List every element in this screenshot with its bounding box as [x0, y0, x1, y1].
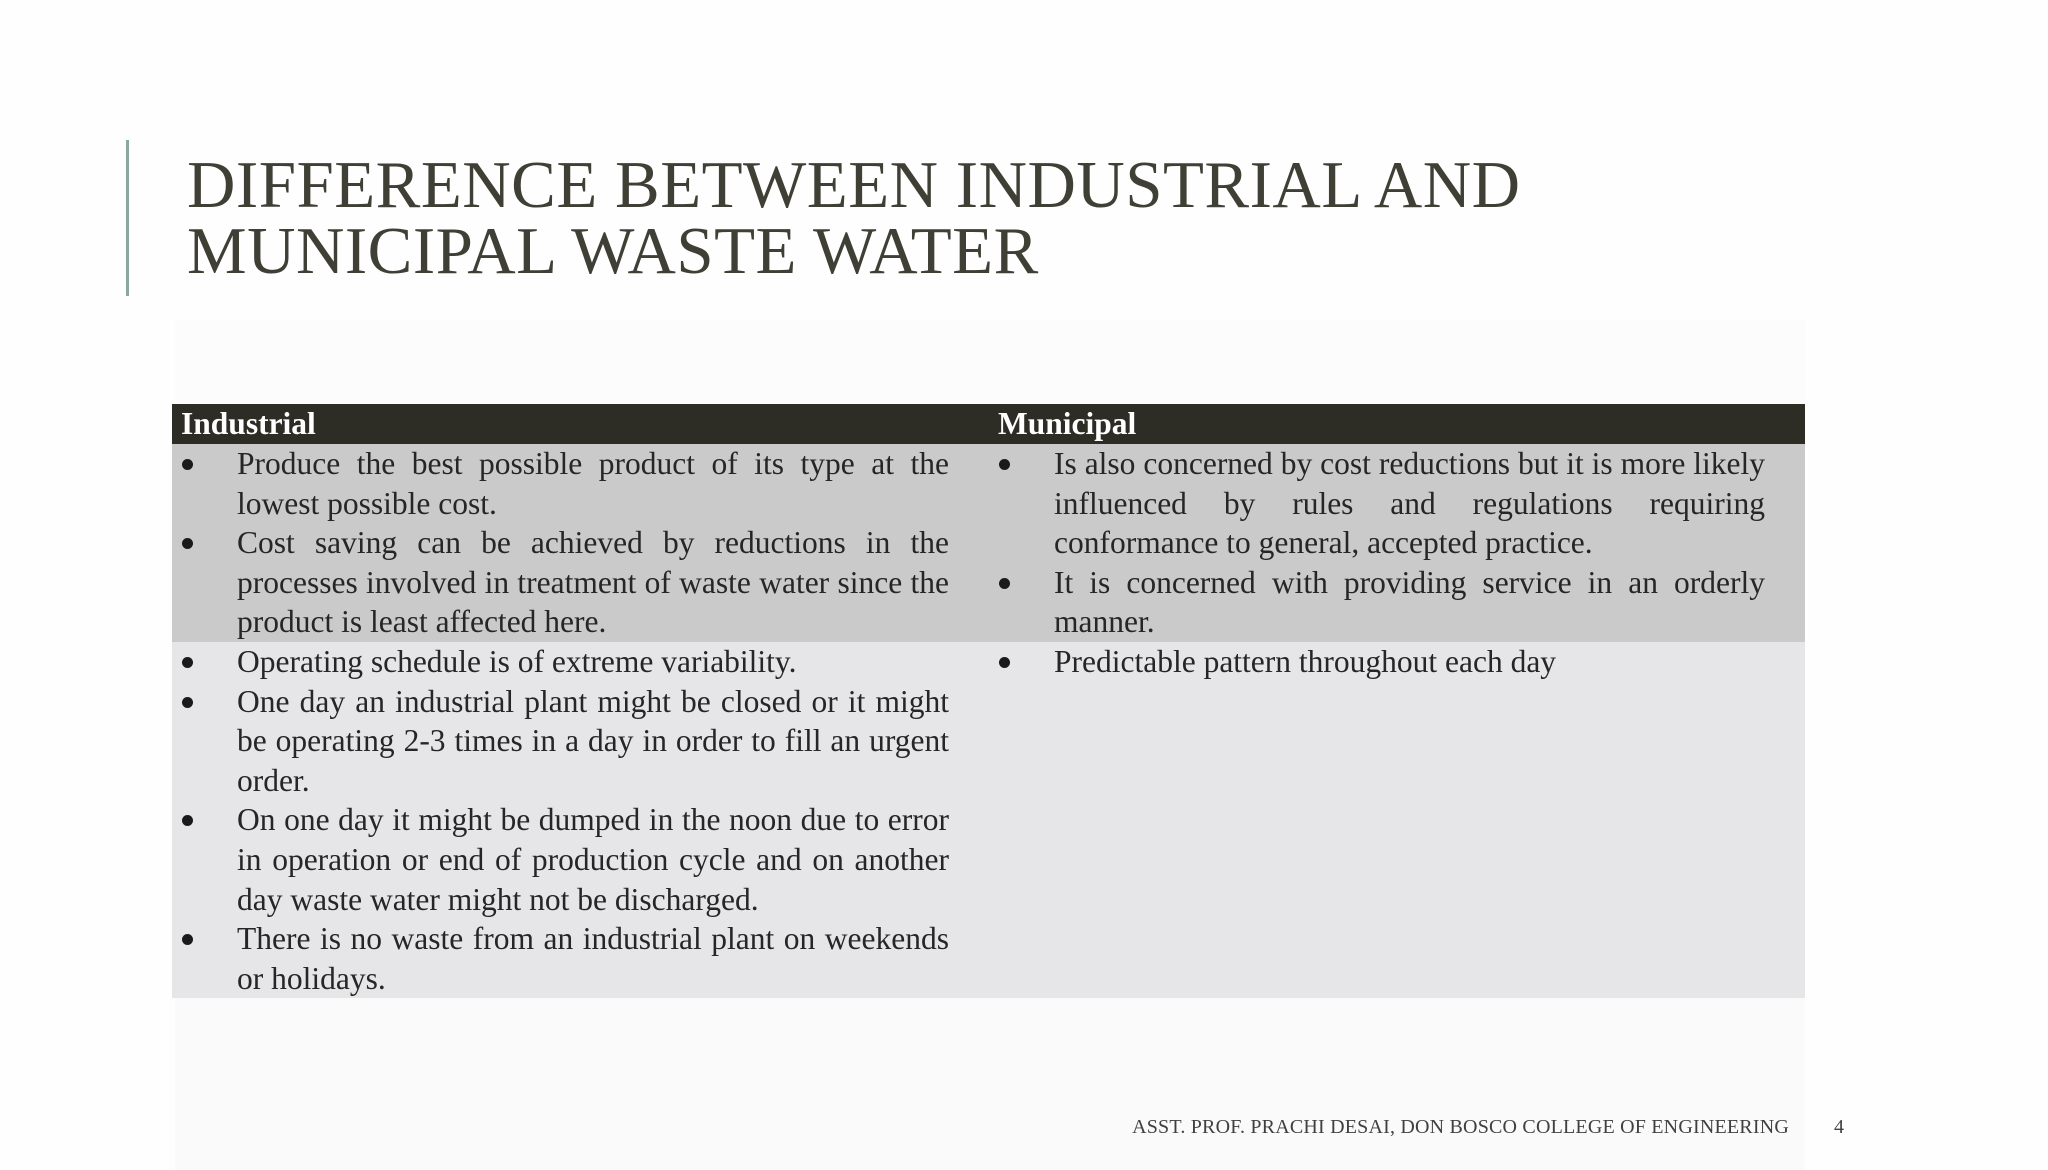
bullet-dot-icon	[182, 934, 193, 945]
header-industrial: Industrial	[172, 404, 989, 444]
industrial-bullet-list	[172, 642, 989, 998]
bullet-item	[172, 800, 949, 919]
municipal-cell	[989, 642, 1805, 998]
bullet-item	[989, 642, 1765, 682]
page-number: 4	[1834, 1116, 1844, 1138]
table-row	[172, 444, 1805, 642]
bullet-dot-icon	[182, 538, 193, 549]
bullet-dot-icon	[182, 657, 193, 668]
footer-credit: ASST. PROF. PRACHI DESAI, DON BOSCO COLLEGE OF ENGINEERING	[1132, 1116, 1789, 1138]
bullet-item	[172, 444, 949, 523]
bullet-dot-icon	[182, 459, 193, 470]
industrial-bullet-list	[172, 444, 989, 642]
bullet-text: Is also concerned by cost reductions but it is more likely influenced by rules and regulations requiring conformance to general, accepted practice.	[1054, 446, 1765, 561]
bullet-text: There is no waste from an industrial plant on weekends or holidays.	[237, 921, 949, 996]
comparison-table	[172, 404, 1805, 998]
header-municipal: Municipal	[989, 404, 1805, 444]
municipal-bullet-list	[989, 642, 1805, 682]
title-accent-bar	[126, 140, 129, 296]
bullet-text: Produce the best possible product of its type at the lowest possible cost.	[237, 446, 949, 521]
table-row	[172, 642, 1805, 998]
municipal-cell	[989, 444, 1805, 642]
bullet-text: It is concerned with providing service in an orderly manner.	[1054, 564, 1765, 640]
bullet-text: On one day it might be dumped in the noon due to error in operation or end of production cycle and on another day waste water might not be discharged.	[237, 802, 949, 917]
bullet-dot-icon	[999, 578, 1010, 589]
bullet-item	[172, 642, 949, 682]
bullet-dot-icon	[999, 459, 1010, 470]
bullet-item	[172, 682, 949, 801]
bullet-item	[172, 523, 949, 642]
municipal-bullet-list	[989, 444, 1805, 642]
slide-title	[187, 148, 1887, 288]
bullet-text: Predictable pattern throughout each day	[1054, 643, 1557, 679]
slide-title-line-1: DIFFERENCE BETWEEN INDUSTRIAL AND	[187, 148, 1521, 222]
bullet-text: Operating schedule is of extreme variability.	[237, 643, 797, 679]
table-header-row	[172, 404, 1805, 444]
slide-title-line-2: MUNICIPAL WASTE WATER	[187, 214, 1039, 288]
bullet-item	[172, 919, 949, 998]
bullet-item	[989, 563, 1765, 642]
industrial-cell	[172, 444, 989, 642]
bullet-text: One day an industrial plant might be closed or it might be operating 2-3 times in a day in order to fill an urgent order.	[237, 683, 949, 798]
bullet-dot-icon	[182, 697, 193, 708]
bullet-dot-icon	[182, 815, 193, 826]
bullet-dot-icon	[999, 657, 1010, 668]
bullet-item	[989, 444, 1765, 563]
bullet-text: Cost saving can be achieved by reductions in the processes involved in treatment of waste water since the product is least affected here.	[237, 525, 949, 640]
industrial-cell	[172, 642, 989, 998]
